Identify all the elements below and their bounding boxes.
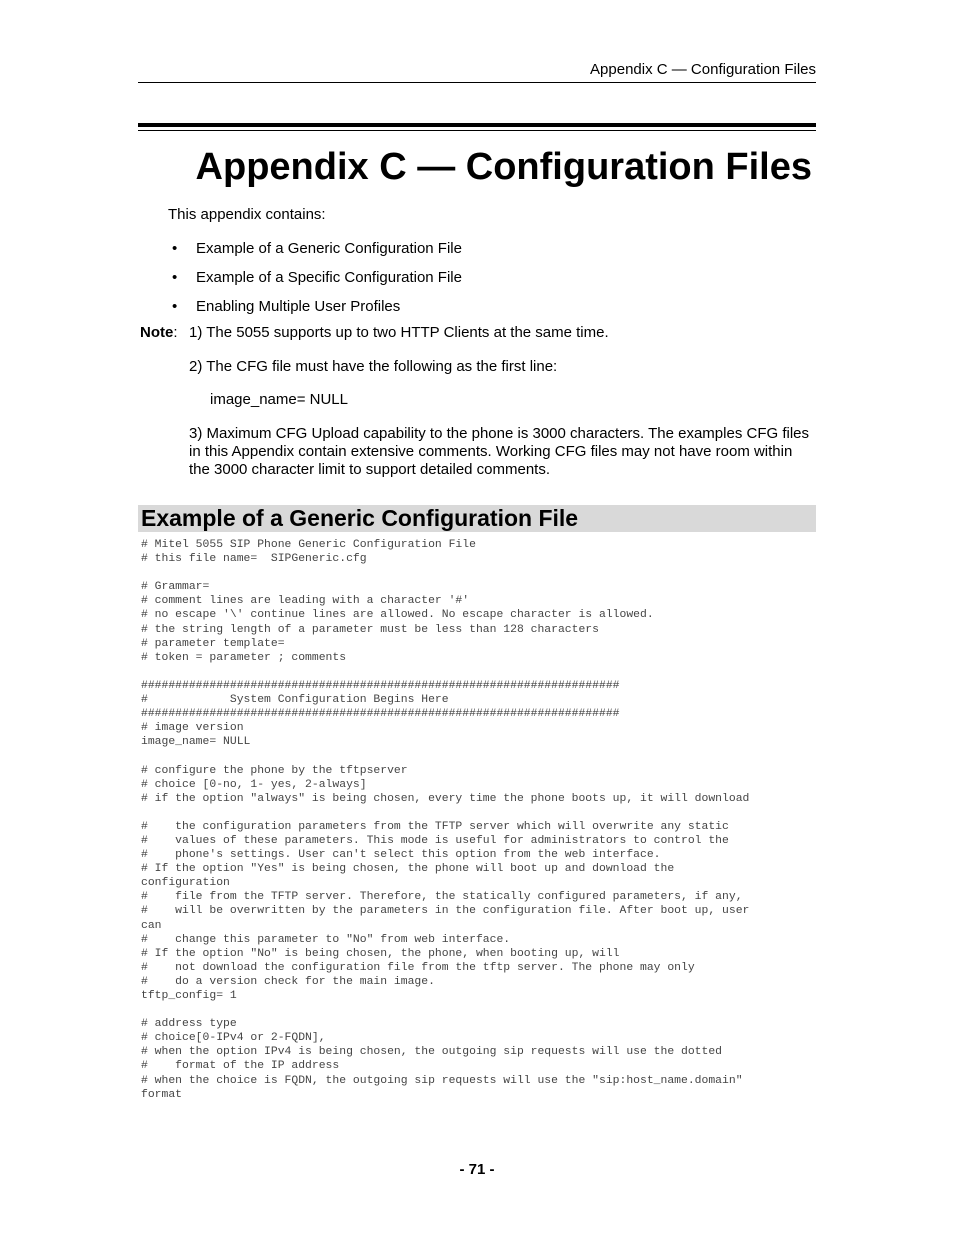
code-line: # Grammar= [141,581,210,594]
code-line: # comment lines are leading with a character '#' [141,595,470,608]
code-line: # when the option IPv4 is being chosen, the outgoing sip requests will use the dotted [141,1046,723,1059]
code-line: # will be overwritten by the parameters in the configuration file. After boot up, user [141,905,750,918]
page-number: - 71 - [459,1161,495,1178]
list-item [172,298,462,327]
code-line [141,749,817,763]
header-rule [138,82,816,83]
list-item-label: Example of a Generic Configuration File [196,240,462,257]
code-line: # change this parameter to "No" from web interface. [141,933,511,946]
code-line [141,1003,817,1017]
title-rule-thick [138,123,816,127]
note-label-colon: : [173,324,178,341]
code-line: # address type [141,1018,237,1031]
code-line: # choice[0-IPv4 or 2-FQDN], [141,1032,326,1045]
code-line: # System Configuration Begins Here [141,694,449,707]
list-item [172,269,462,298]
running-header: Appendix C — Configuration Files [590,61,816,78]
intro-text: This appendix contains: [168,206,326,223]
code-line: # If the option "Yes" is being chosen, the phone will boot up and download the [141,863,675,876]
code-line: # the string length of a parameter must be less than 128 characters [141,623,599,636]
code-line [141,665,817,679]
code-line: # no escape '\' continue lines are allowed. No escape character is allowed. [141,609,654,622]
code-line: # the configuration parameters from the TFTP server which will overwrite any static [141,820,729,833]
note-item-3: 3) Maximum CFG Upload capability to the phone is 3000 characters. The examples CFG files in this Appendix contain extensive comments. Working CFG files may not have room within the 3000 character limit to support detailed comments. [189,425,809,478]
code-line: # format of the IP address [141,1060,340,1073]
code-line [141,566,817,580]
note-code-line: image_name= NULL [210,391,348,408]
note-item-1: 1) The 5055 supports up to two HTTP Clients at the same time. [189,324,609,341]
note-item-2: 2) The CFG file must have the following as the first line: [189,358,558,375]
code-line: # if the option "always" is being chosen, every time the phone boots up, it will download [141,792,750,805]
list-item-label: Enabling Multiple User Profiles [196,298,401,315]
code-line: ###################################################################### [141,679,620,692]
code-line: # choice [0-no, 1- yes, 2-always] [141,778,367,791]
note-label-text: Note [140,324,174,341]
section-heading: Example of a Generic Configuration File [141,505,579,531]
list-item [172,240,462,269]
page-title: Appendix C — Configuration Files [195,146,812,188]
bullet-icon: • [172,298,178,315]
code-line: # phone's settings. User can't select this option from the web interface. [141,849,661,862]
code-line: # values of these parameters. This mode is useful for administrators to control the [141,834,729,847]
code-line: # file from the TFTP server. Therefore, the statically configured parameters, if any, [141,891,743,904]
code-line: # configure the phone by the tftpserver [141,764,408,777]
code-line: can [141,919,162,932]
code-line: configuration [141,877,230,890]
contents-list [172,240,462,327]
code-line: # token = parameter ; comments [141,651,347,664]
code-line: # do a version check for the main image. [141,975,435,988]
code-line: # when the choice is FQDN, the outgoing sip requests will use the "sip:host_name.domain" [141,1074,743,1087]
code-line: image_name= NULL [141,736,251,749]
code-line: ###################################################################### [141,708,620,721]
code-line: # image version [141,722,244,735]
code-line: tftp_config= 1 [141,990,237,1002]
note-label [140,324,178,342]
code-line: # If the option "No" is being chosen, the phone, when booting up, will [141,947,620,960]
code-line: # this file name= SIPGeneric.cfg [141,553,367,566]
bullet-icon: • [172,240,178,257]
list-item-label: Example of a Specific Configuration File [196,269,462,286]
title-rule-thin [138,130,816,131]
code-line: # not download the configuration file from the tftp server. The phone may only [141,961,695,974]
code-line: format [141,1088,183,1101]
bullet-icon: • [172,269,178,286]
code-line [141,806,817,820]
code-line: # Mitel 5055 SIP Phone Generic Configuration File [141,539,476,551]
config-code-block [141,538,817,1102]
code-line: # parameter template= [141,637,285,650]
